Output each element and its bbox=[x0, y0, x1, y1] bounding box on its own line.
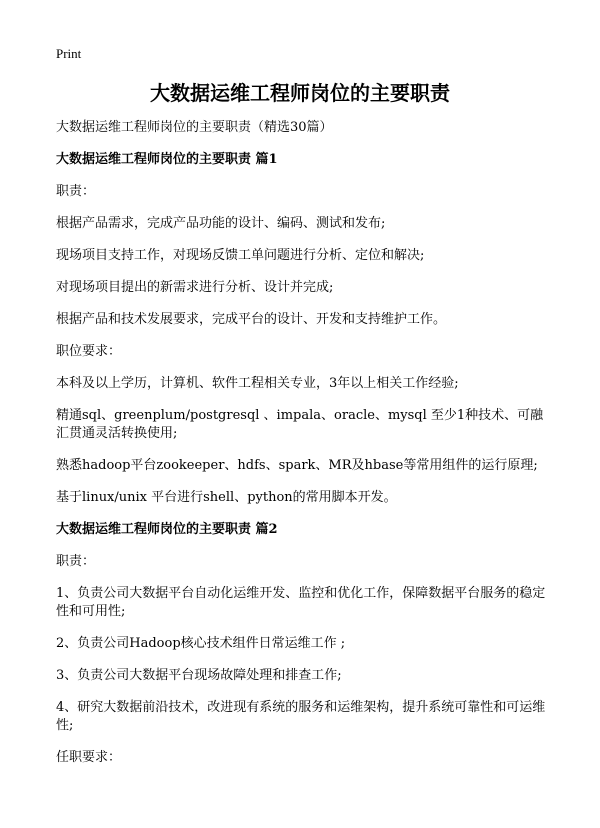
section-heading: 大数据运维工程师岗位的主要职责 篇1 bbox=[56, 152, 278, 167]
requirement-item: 本科及以上学历，计算机、软件工程相关专业，3年以上相关工作经验; bbox=[56, 376, 459, 391]
duty-label: 职责： bbox=[56, 554, 96, 569]
duty-item: 根据产品和技术发展要求，完成平台的设计、开发和支持维护工作。 bbox=[56, 312, 447, 327]
duty-item: 4、研究大数据前沿技术，改进现有系统的服务和运维架构，提升系统可靠性和可运维性; bbox=[56, 700, 546, 733]
duty-label: 职责： bbox=[56, 184, 96, 199]
intro-line: 大数据运维工程师岗位的主要职责（精选30篇） bbox=[56, 120, 333, 135]
document-title: 大数据运维工程师岗位的主要职责 bbox=[150, 81, 450, 105]
document-body bbox=[56, 119, 556, 781]
duty-item: 1、负责公司大数据平台自动化运维开发、监控和优化工作，保障数据平台服务的稳定性和可用性; bbox=[56, 586, 546, 619]
requirement-label: 任职要求： bbox=[56, 750, 122, 765]
duty-item: 2、负责公司Hadoop核心技术组件日常运维工作 ; bbox=[56, 636, 346, 651]
duty-item: 根据产品需求，完成产品功能的设计、编码、测试和发布; bbox=[56, 216, 386, 231]
duty-item: 3、负责公司大数据平台现场故障处理和排查工作; bbox=[56, 668, 342, 683]
section-heading: 大数据运维工程师岗位的主要职责 篇2 bbox=[56, 522, 278, 537]
requirement-item: 精通sql、greenplum/postgresql 、impala、oracle、mysql 至少1种技术、可融汇贯通灵活转换使用; bbox=[56, 408, 544, 441]
duty-item: 对现场项目提出的新需求进行分析、设计并完成; bbox=[56, 280, 334, 295]
print-label: Print bbox=[56, 46, 82, 61]
requirement-item: 基于linux/unix 平台进行shell、python的常用脚本开发。 bbox=[56, 490, 397, 505]
requirement-label: 职位要求： bbox=[56, 344, 122, 359]
duty-item: 现场项目支持工作，对现场反馈工单问题进行分析、定位和解决; bbox=[56, 248, 425, 263]
requirement-item: 熟悉hadoop平台zookeeper、hdfs、spark、MR及hbase等常用组件的运行原理; bbox=[56, 458, 538, 473]
